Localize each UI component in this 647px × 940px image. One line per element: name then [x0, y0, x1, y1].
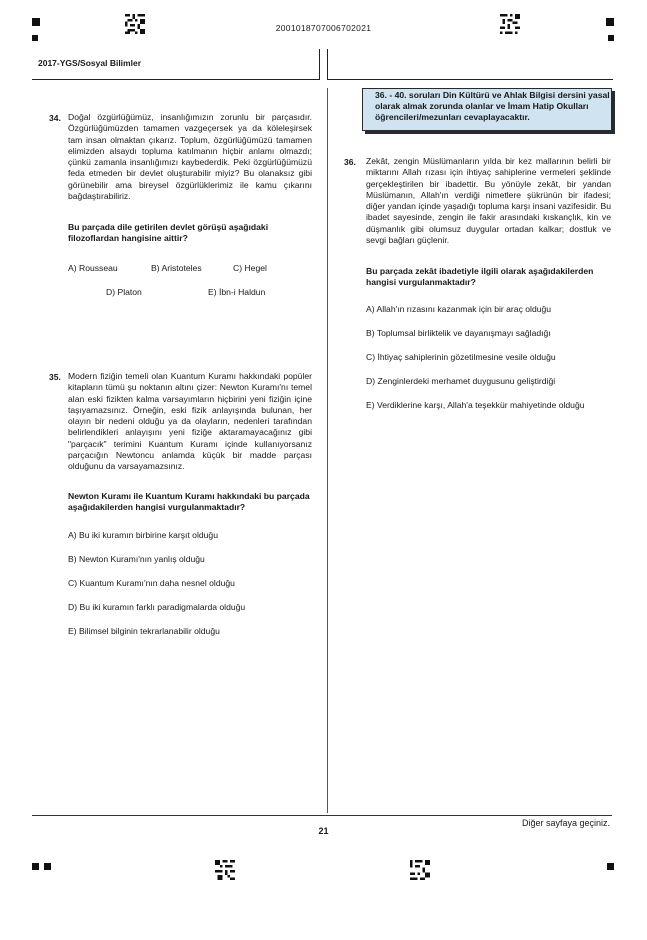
barcode-number: 2001018707006702021 — [275, 23, 372, 33]
qr-code-icon — [410, 860, 430, 880]
answer-option-c[interactable]: C) Kuantum Kuramı'nın daha nesnel olduğu — [68, 578, 235, 588]
exam-title: 2017-YGS/Sosyal Bilimler — [38, 58, 141, 68]
registration-mark — [32, 863, 39, 870]
question-text: Zekât, zengin Müslümanların yılda bir kez mallarının belirli bir miktarını Allah rızası için ihtiyaç sahiplerine vermeleri şeklinde gerçekleştirilen bir ibadettir. Bu yönüyle zekât, bir yandan Müslümanın, Allah'ın verdiği nimetlere şükrünün bir ifadesi; diğer yandan içinde yaşadığı topluma karşı insani vazifesidir. Bu ibadet sayesinde, zengin ile fakir arasındaki kıskançlık, kin ve düşmanlık gibi olumsuz duygular ortadan kalkar; dostluk ve sevgi bağları güçlenir. — [366, 156, 611, 246]
footer-divider — [32, 815, 612, 816]
column-divider — [327, 88, 328, 813]
page-number: 21 — [318, 826, 329, 836]
question-prompt: Bu parçada zekât ibadetiyle ilgili olarak aşağıdakilerden hangisi vurgulanmaktadır? — [366, 266, 594, 288]
answer-option-d[interactable]: D) Zenginlerdeki merhamet duygusunu geliştirdiği — [366, 376, 556, 386]
qr-code-icon — [215, 860, 235, 880]
registration-mark — [44, 863, 51, 870]
answer-option-b[interactable]: B) Newton Kuramı'nın yanlış olduğu — [68, 554, 205, 564]
answer-option-d[interactable]: D) Platon — [106, 287, 142, 297]
registration-mark — [32, 35, 38, 41]
registration-mark — [608, 35, 614, 41]
notice-box: 36. - 40. soruları Din Kültürü ve Ahlak Bilgisi dersini yasal olarak almak zorunda olanlar ve İmam Hatip Okulları öğrencileri/mezunları cevaplayacaktır. — [362, 88, 612, 131]
answer-option-e[interactable]: E) İbn-i Haldun — [208, 287, 266, 297]
question-number: 35. — [49, 372, 61, 382]
question-number: 34. — [49, 113, 61, 123]
question-prompt: Bu parçada dile getirilen devlet görüşü aşağıdaki filozoflardan hangisine aittir? — [68, 222, 269, 244]
header-right-frame — [327, 49, 613, 80]
answer-option-a[interactable]: A) Bu iki kuramın birbirine karşıt olduğu — [68, 530, 218, 540]
next-page-note: Diğer sayfaya geçiniz. — [521, 818, 610, 828]
answer-option-a[interactable]: A) Allah'ın rızasını kazanmak için bir araç olduğu — [366, 304, 552, 314]
question-prompt: Newton Kuramı ile Kuantum Kuramı hakkındaki bu parçada aşağıdakilerden hangisi vurgulanmaktadır? — [68, 491, 310, 513]
answer-option-c[interactable]: C) İhtiyaç sahiplerinin gözetilmesine vesile olduğu — [366, 352, 556, 362]
answer-option-e[interactable]: E) Verdiklerine karşı, Allah'a teşekkür mahiyetinde olduğu — [366, 400, 585, 410]
question-number: 36. — [344, 157, 356, 167]
question-text: Modern fiziğin temeli olan Kuantum Kuramı hakkındaki popüler kitapların tümü şu noktanın altını çizer: Newton Kuramı'nı temel alan eski fizikten kalma varsayımların hiçbirini yeni fiziğin içine taşıyamazsınız. Örneğin, eski fizik anlayışında bulunan, her olayın bir nedeni olduğu ya da olayların, nedenleri tarafından belirlendikleri anlayışını yeni fiziğe aktaramayacağınız gibi "parçacık" terimini Kuantum Kuramı içinde kullanıyorsanız parçacığın Newtoncu anlamda küçük bir madde parçası olduğunu da varsayamazsınız. — [68, 371, 312, 472]
answer-option-e[interactable]: E) Bilimsel bilginin tekrarlanabilir olduğu — [68, 626, 220, 636]
answer-option-a[interactable]: A) Rousseau — [68, 263, 118, 273]
answer-option-b[interactable]: B) Toplumsal birliktelik ve dayanışmayı sağladığı — [366, 328, 551, 338]
registration-mark — [607, 863, 614, 870]
answer-option-d[interactable]: D) Bu iki kuramın farklı paradigmalarda olduğu — [68, 602, 246, 612]
question-text: Doğal özgürlüğümüz, insanlığımızın zorunlu bir parçasıdır. Özgürlüğümüzden tamamen vazgeçersek ya da köleleşirsek tam insan olmaktan çıkarız. Toplum, özgürlüğümüzü tamamen elimizden alsaydı topluma katılmanın hiçbir anlamı olmazdı; çünkü zamanla insanlığımızı kaybederdik. Peki özgürlüğümüzü feda etmeden bir devlet oluşturabilir miyiz? Bu olanaksız gibi görünebilir ama bireysel özgürlüklerimiz ile kamu çıkarını bağdaştırabiliriz. — [68, 112, 312, 202]
answer-option-b[interactable]: B) Aristoteles — [151, 263, 202, 273]
answer-option-c[interactable]: C) Hegel — [233, 263, 267, 273]
